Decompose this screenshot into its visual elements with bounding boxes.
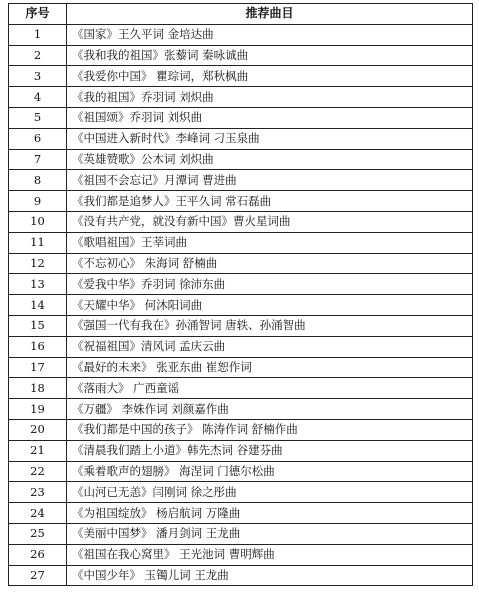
row-index: 12	[9, 253, 67, 274]
row-index: 8	[9, 170, 67, 191]
song-entry: 《祖国不会忘记》月潭词 曹进曲	[67, 170, 473, 191]
table-row	[9, 191, 473, 212]
table-header-row	[9, 4, 473, 25]
row-index: 19	[9, 399, 67, 420]
table-row	[9, 357, 473, 378]
song-entry: 《国家》王久平词 金培达曲	[67, 24, 473, 45]
table-row	[9, 399, 473, 420]
column-header-index: 序号	[9, 4, 67, 25]
song-entry: 《我爱你中国》 瞿琮词，郑秋枫曲	[67, 66, 473, 87]
row-index: 14	[9, 295, 67, 316]
column-header-songs: 推荐曲目	[67, 4, 473, 25]
table-row	[9, 128, 473, 149]
song-entry: 《爱我中华》乔羽词 徐沛东曲	[67, 274, 473, 295]
row-index: 21	[9, 440, 67, 461]
row-index: 10	[9, 211, 67, 232]
table-row	[9, 170, 473, 191]
table-row	[9, 295, 473, 316]
row-index: 15	[9, 315, 67, 336]
song-list-document	[8, 3, 472, 586]
song-entry: 《不忘初心》 朱海词 舒楠曲	[67, 253, 473, 274]
table-row	[9, 378, 473, 399]
song-entry: 《美丽中国梦》 潘月剑词 王龙曲	[67, 523, 473, 544]
row-index: 20	[9, 419, 67, 440]
song-entry: 《最好的未来》 张亚东曲 崔恕作词	[67, 357, 473, 378]
song-entry: 《我们都是中国的孩子》 陈涛作词 舒楠作曲	[67, 419, 473, 440]
row-index: 24	[9, 503, 67, 524]
song-entry: 《落雨大》 广西童谣	[67, 378, 473, 399]
table-row	[9, 565, 473, 586]
song-entry: 《没有共产党，就没有新中国》曹火星词曲	[67, 211, 473, 232]
table-row	[9, 232, 473, 253]
row-index: 5	[9, 107, 67, 128]
table-row	[9, 419, 473, 440]
row-index: 11	[9, 232, 67, 253]
table-row	[9, 66, 473, 87]
recommended-songs-table	[8, 3, 473, 586]
row-index: 9	[9, 191, 67, 212]
row-index: 18	[9, 378, 67, 399]
row-index: 25	[9, 523, 67, 544]
row-index: 26	[9, 544, 67, 565]
table-row	[9, 24, 473, 45]
table-row	[9, 544, 473, 565]
song-entry: 《强国一代有我在》孙涌智词 唐轶、孙涌智曲	[67, 315, 473, 336]
table-row	[9, 482, 473, 503]
song-entry: 《中国少年》 玉镯儿词 王龙曲	[67, 565, 473, 586]
song-entry: 《清晨我们踏上小道》韩先杰词 谷建芬曲	[67, 440, 473, 461]
table-row	[9, 149, 473, 170]
row-index: 7	[9, 149, 67, 170]
table-row	[9, 523, 473, 544]
row-index: 27	[9, 565, 67, 586]
song-entry: 《为祖国绽放》 杨启航词 万隆曲	[67, 503, 473, 524]
row-index: 16	[9, 336, 67, 357]
song-entry: 《万疆》 李姝作词 刘颜嘉作曲	[67, 399, 473, 420]
row-index: 23	[9, 482, 67, 503]
row-index: 3	[9, 66, 67, 87]
table-row	[9, 440, 473, 461]
song-entry: 《英雄赞歌》公木词 刘炽曲	[67, 149, 473, 170]
table-row	[9, 253, 473, 274]
row-index: 6	[9, 128, 67, 149]
song-entry: 《我们都是追梦人》王平久词 常石磊曲	[67, 191, 473, 212]
table-row	[9, 315, 473, 336]
song-entry: 《天耀中华》 何沐阳词曲	[67, 295, 473, 316]
table-row	[9, 336, 473, 357]
song-entry: 《我的祖国》乔羽词 刘炽曲	[67, 87, 473, 108]
row-index: 13	[9, 274, 67, 295]
song-entry: 《乘着歌声的翅膀》 海涅词 门德尔松曲	[67, 461, 473, 482]
table-body	[9, 24, 473, 586]
song-entry: 《祝福祖国》清风词 孟庆云曲	[67, 336, 473, 357]
table-row	[9, 274, 473, 295]
table-row	[9, 107, 473, 128]
song-entry: 《我和我的祖国》张藜词 秦咏诚曲	[67, 45, 473, 66]
song-entry: 《中国进入新时代》李峰词 刁玉泉曲	[67, 128, 473, 149]
table-row	[9, 461, 473, 482]
table-row	[9, 211, 473, 232]
song-entry: 《山河已无恙》闫刚词 徐之彤曲	[67, 482, 473, 503]
song-entry: 《歌唱祖国》王莘词曲	[67, 232, 473, 253]
table-row	[9, 45, 473, 66]
song-entry: 《祖国颂》乔羽词 刘炽曲	[67, 107, 473, 128]
table-row	[9, 87, 473, 108]
table-row	[9, 503, 473, 524]
row-index: 22	[9, 461, 67, 482]
song-entry: 《祖国在我心窝里》 王光池词 曹明辉曲	[67, 544, 473, 565]
row-index: 2	[9, 45, 67, 66]
row-index: 1	[9, 24, 67, 45]
row-index: 17	[9, 357, 67, 378]
row-index: 4	[9, 87, 67, 108]
